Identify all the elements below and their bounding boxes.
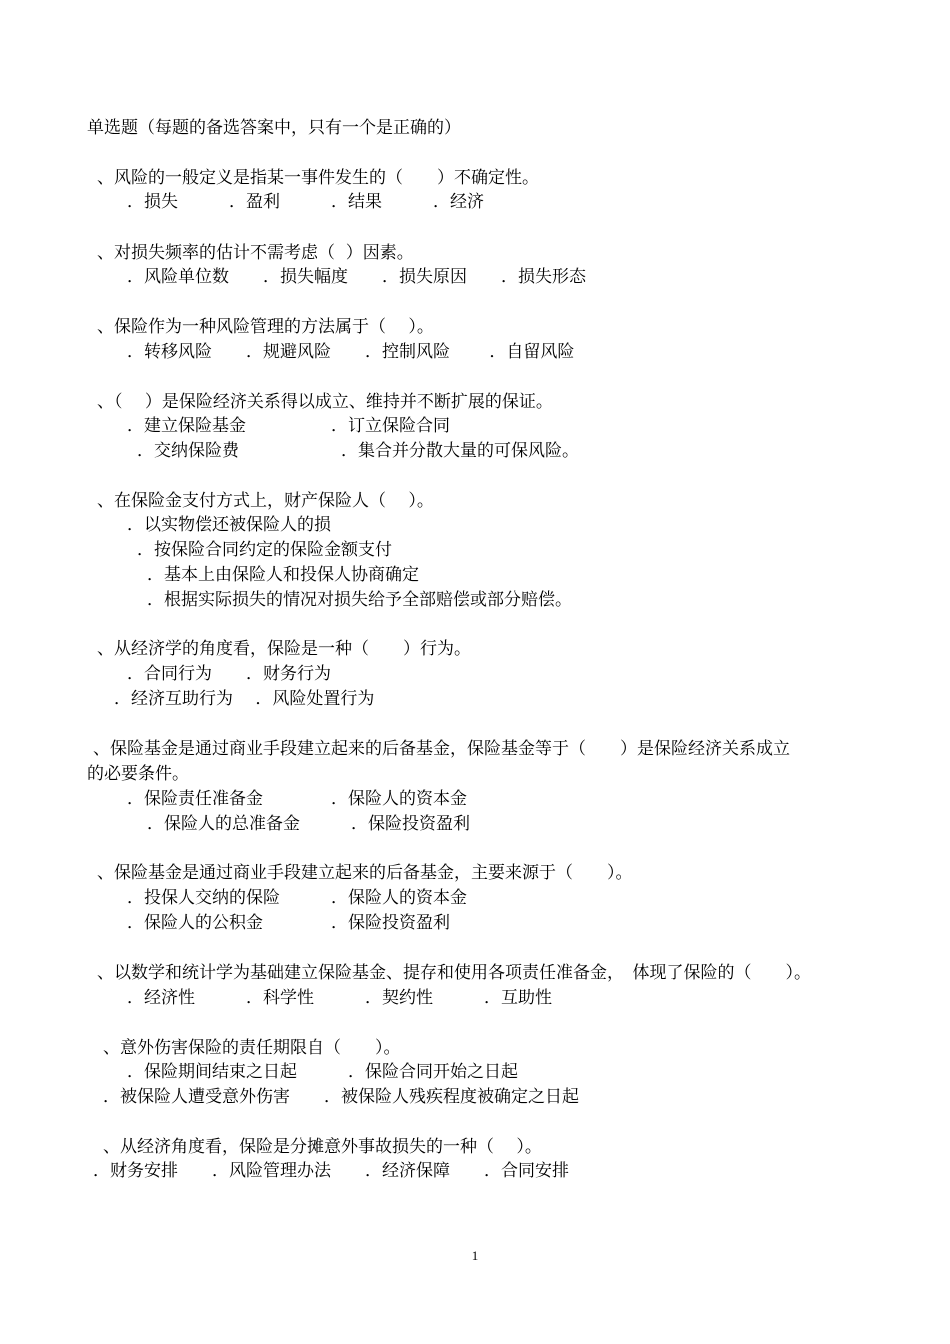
question-1: 、风险的一般定义是指某一事件发生的（ ）不确定性。 bbox=[97, 168, 539, 188]
question-10-options-row2: ．被保险人遭受意外伤害 ．被保险人残疾程度被确定之日起 bbox=[103, 1087, 579, 1107]
question-4-options-row2: ．交纳保险费 ．集合并分散大量的可保风险。 bbox=[137, 441, 579, 461]
question-6-options-row1: ．合同行为 ．财务行为 bbox=[127, 664, 331, 684]
page-number: 1 bbox=[471, 1248, 479, 1263]
question-9-options: ．经济性 ．科学性 ．契约性 ．互助性 bbox=[127, 988, 552, 1008]
question-5-option-b: ．按保险合同约定的保险金额支付 bbox=[137, 540, 392, 560]
question-8-options-row1: ．投保人交纳的保险 ．保险人的资本金 bbox=[127, 888, 467, 908]
question-5-option-c: ．基本上由保险人和投保人协商确定 bbox=[147, 565, 419, 585]
question-3: 、保险作为一种风险管理的方法属于（ ）。 bbox=[97, 317, 434, 337]
question-10-options-row1: ．保险期间结束之日起 ．保险合同开始之日起 bbox=[127, 1062, 518, 1082]
question-9: 、以数学和统计学为基础建立保险基金、提存和使用各项责任准备金， 体现了保险的（ ）。 bbox=[97, 963, 811, 983]
section-header: 单选题（每题的备选答案中，只有一个是正确的） bbox=[87, 118, 461, 138]
question-1-options: ．损失 ．盈利 ．结果 ．经济 bbox=[127, 192, 484, 212]
question-5-option-a: ．以实物偿还被保险人的损 bbox=[127, 515, 331, 535]
question-5: 、在保险金支付方式上，财产保险人（ ）。 bbox=[97, 491, 434, 511]
question-2-options: ．风险单位数 ．损失幅度 ．损失原因 ．损失形态 bbox=[127, 267, 586, 287]
question-5-option-d: ．根据实际损失的情况对损失给予全部赔偿或部分赔偿。 bbox=[147, 590, 572, 610]
question-7-options-row1: ．保险责任准备金 ．保险人的资本金 bbox=[127, 789, 467, 809]
question-11-options: ．财务安排 ．风险管理办法 ．经济保障 ．合同安排 bbox=[93, 1161, 569, 1181]
question-4-options-row1: ．建立保险基金 ．订立保险合同 bbox=[127, 416, 450, 436]
question-7: 、保险基金是通过商业手段建立起来的后备基金，保险基金等于（ ）是保险经济关系成立 bbox=[93, 739, 790, 759]
question-2: 、对损失频率的估计不需考虑（ ）因素。 bbox=[97, 243, 414, 263]
question-7-cont: 的必要条件。 bbox=[87, 764, 189, 784]
question-6: 、从经济学的角度看，保险是一种（ ）行为。 bbox=[97, 639, 471, 659]
question-7-options-row2: ．保险人的总准备金 ．保险投资盈利 bbox=[147, 814, 470, 834]
question-3-options: ．转移风险 ．规避风险 ．控制风险 ．自留风险 bbox=[127, 342, 575, 362]
question-8: 、保险基金是通过商业手段建立起来的后备基金，主要来源于（ ）。 bbox=[97, 863, 633, 883]
question-10: 、意外伤害保险的责任期限自（ ）。 bbox=[103, 1038, 401, 1058]
question-8-options-row2: ．保险人的公积金 ．保险投资盈利 bbox=[127, 913, 450, 933]
question-4: 、（ ）是保险经济关系得以成立、维持并不断扩展的保证。 bbox=[97, 392, 553, 412]
question-6-options-row2: ．经济互助行为 ．风险处置行为 bbox=[114, 689, 375, 709]
question-11: 、从经济角度看，保险是分摊意外事故损失的一种（ ）。 bbox=[103, 1137, 542, 1157]
